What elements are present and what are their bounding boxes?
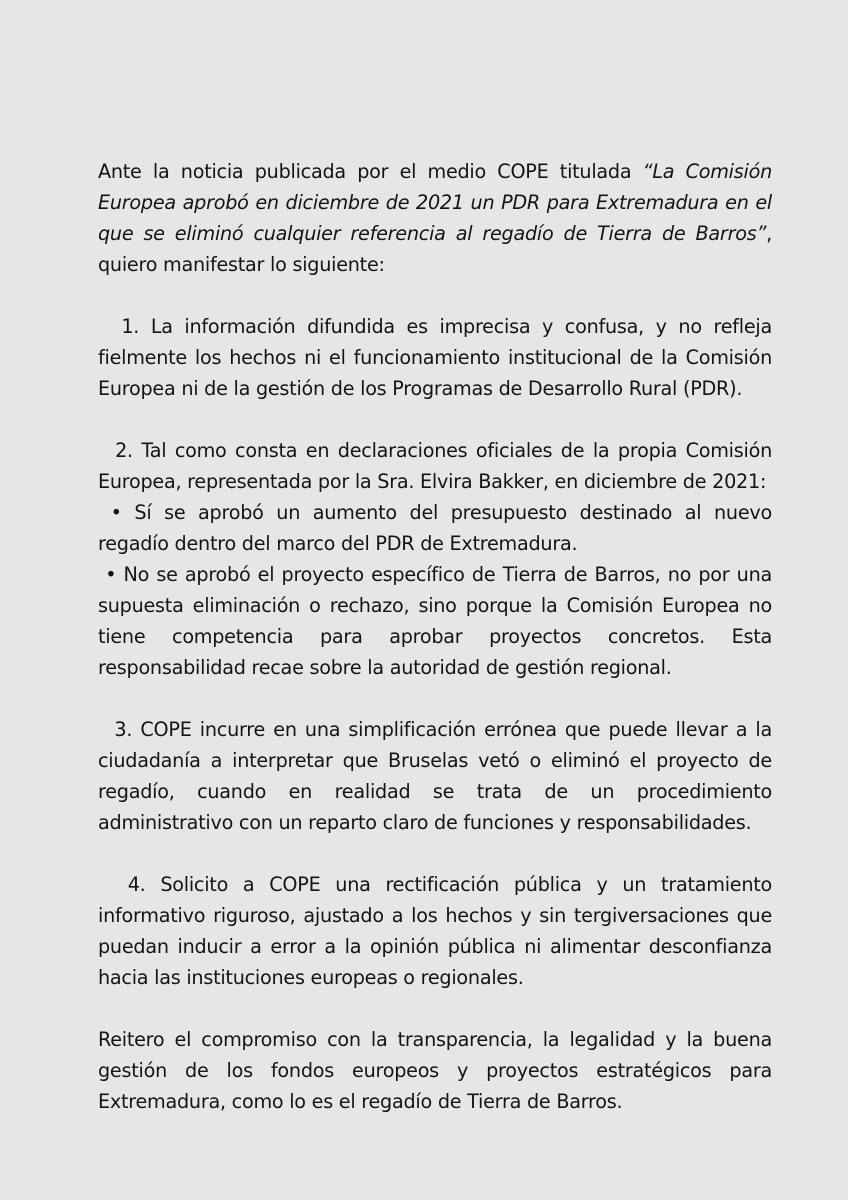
point-text: COPE incurre en una simplificación errónea que puede llevar a la ciudadanía a interpretar que Bruselas vetó o eliminó el proyecto de regadío, cuando en realidad se trata de un procedimiento administrativo con un reparto claro de funciones y responsabilidades. bbox=[98, 718, 772, 834]
paragraph-gap bbox=[98, 838, 772, 869]
intro-paragraph bbox=[98, 156, 772, 280]
paragraph-gap bbox=[98, 280, 772, 311]
intro-text-end: , quiero manifestar lo siguiente: bbox=[98, 222, 772, 276]
point-3 bbox=[98, 714, 772, 838]
point-text: Tal como consta en declaraciones oficiales de la propia Comisión Europea, representada por la Sra. Elvira Bakker, en diciembre de 2021: bbox=[98, 439, 772, 493]
closing-paragraph: Reitero el compromiso con la transparencia, la legalidad y la buena gestión de los fondos europeos y proyectos estratégicos para Extremadura, como lo es el regadío de Tierra de Barros. bbox=[98, 1028, 772, 1113]
paragraph-gap bbox=[98, 404, 772, 435]
point-number: 4. bbox=[127, 873, 146, 896]
point-2 bbox=[98, 435, 772, 497]
quoted-headline: “La Comisión Europea aprobó en diciembre de 2021 un PDR para Extremadura en el que se eliminó cualquier referencia al regadío de Tierra de Barros” bbox=[98, 160, 772, 245]
bullet-text: • Sí se aprobó un aumento del presupuesto destinado al nuevo regadío dentro del marco del PDR de Extremadura. bbox=[98, 501, 772, 555]
paragraph-gap bbox=[98, 683, 772, 714]
point-4 bbox=[98, 869, 772, 993]
point-number: 2. bbox=[115, 439, 133, 462]
intro-text: Ante la noticia publicada por el medio COPE titulada bbox=[98, 160, 643, 183]
point-number: 1. bbox=[121, 315, 140, 338]
bullet-text: • No se aprobó el proyecto específico de Tierra de Barros, no por una supuesta eliminación o rechazo, sino porque la Comisión Europea no tiene competencia para aprobar proyectos concretos. Esta responsabilidad recae sobre la autoridad de gestión regional. bbox=[98, 563, 772, 679]
bullet-item bbox=[98, 497, 772, 559]
point-text: Solicito a COPE una rectificación pública y un tratamiento informativo riguroso, ajustado a los hechos y sin tergiversaciones que puedan inducir a error a la opinión pública ni alimentar desconfianza hacia las instituciones europeas o regionales. bbox=[98, 873, 773, 989]
point-1 bbox=[98, 311, 772, 404]
point-number: 3. bbox=[114, 718, 133, 741]
paragraph-gap bbox=[98, 993, 772, 1024]
bullet-item bbox=[98, 559, 772, 683]
point-text: La información difundida es imprecisa y confusa, y no refleja fielmente los hechos ni el funcionamiento institucional de la Comisión Europea ni de la gestión de los Programas de Desarrollo Rural (PDR). bbox=[98, 315, 772, 400]
statement-document bbox=[98, 156, 772, 1117]
